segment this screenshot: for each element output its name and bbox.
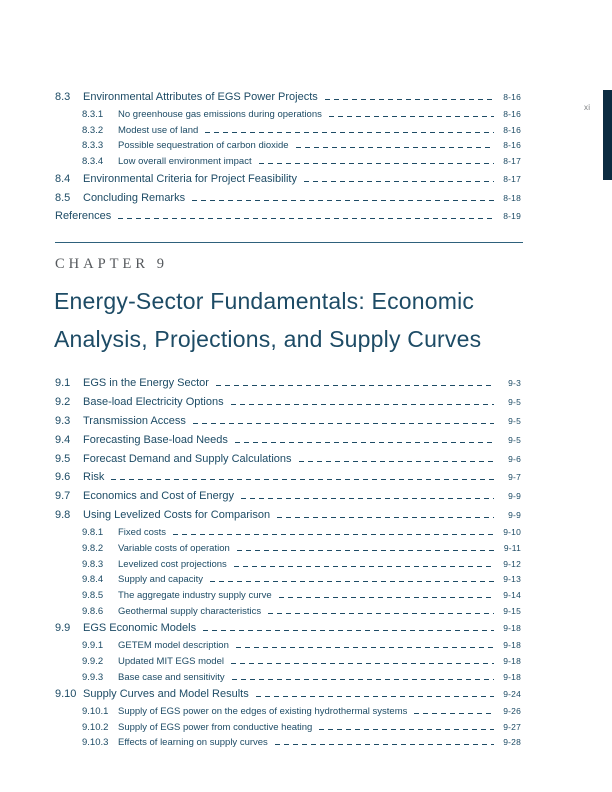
- toc-entry-page: 9-9: [508, 510, 521, 521]
- chapter8-toc-list: [55, 88, 521, 226]
- toc-entry[interactable]: [55, 604, 521, 620]
- toc-leader-dots: [304, 181, 494, 182]
- toc-entry-page: 8-17: [503, 173, 521, 184]
- chapter-title-line1: Energy-Sector Fundamentals: Economic: [54, 288, 475, 314]
- toc-leader-dots: [256, 696, 494, 697]
- toc-leader-dots: [277, 517, 494, 518]
- toc-entry-label: Modest use of land: [118, 124, 199, 136]
- toc-leader-dots: [203, 630, 494, 631]
- toc-entry-number: 9.1: [55, 377, 71, 389]
- toc-leader-dots: [414, 713, 494, 714]
- toc-entry[interactable]: [55, 638, 521, 654]
- toc-entry[interactable]: [55, 123, 521, 139]
- toc-entry-page: 8-17: [503, 155, 521, 166]
- toc-entry-number: 9.8.2: [82, 542, 104, 554]
- toc-entry[interactable]: [55, 525, 521, 541]
- toc-leader-dots: [296, 147, 494, 148]
- toc-entry[interactable]: [55, 487, 521, 506]
- toc-entry-page: 9-18: [503, 640, 521, 651]
- toc-entry-number: 9.5: [55, 452, 71, 465]
- toc-entry-page: 9-13: [503, 574, 521, 585]
- toc-entry[interactable]: [55, 450, 521, 469]
- toc-entry-label: Updated MIT EGS model: [118, 655, 224, 667]
- toc-entry-number: 8.3.1: [82, 108, 104, 120]
- toc-entry-number: 9.10.2: [82, 721, 109, 733]
- toc-entry-label: Forecast Demand and Supply Calculations: [83, 452, 292, 465]
- toc-entry-label: Supply of EGS power on the edges of existing hydrothermal systems: [118, 706, 408, 718]
- toc-entry-number: 9.9.3: [82, 671, 104, 683]
- toc-entry[interactable]: [55, 138, 521, 154]
- toc-entry-number: 9.9.1: [82, 640, 104, 652]
- toc-leader-dots: [241, 498, 494, 499]
- toc-entry-label: Environmental Criteria for Project Feasibility: [83, 172, 297, 185]
- toc-entry-page: 9-24: [503, 689, 521, 700]
- toc-leader-dots: [279, 597, 494, 598]
- toc-leader-dots: [234, 566, 494, 567]
- toc-entry-label: References: [55, 210, 112, 223]
- toc-entry-label: Using Levelized Costs for Comparison: [83, 509, 271, 522]
- toc-entry-page: 9-18: [503, 655, 521, 666]
- page-folio: xi: [584, 103, 591, 112]
- toc-leader-dots: [210, 581, 494, 582]
- toc-entry-page: 9-18: [503, 623, 521, 634]
- toc-entry-page: 9-5: [508, 415, 521, 426]
- toc-entry[interactable]: [55, 207, 521, 226]
- toc-entry-number: 8.4: [55, 172, 71, 185]
- toc-entry-number: 8.3.2: [82, 124, 104, 136]
- toc-entry-number: 9.7: [55, 490, 71, 503]
- toc-entry[interactable]: [55, 468, 521, 487]
- toc-entry-number: 9.8.1: [82, 527, 104, 539]
- toc-entry[interactable]: [55, 107, 521, 123]
- toc-leader-dots: [235, 442, 494, 443]
- toc-entry-label: Fixed costs: [118, 527, 167, 539]
- toc-entry-page: 9-5: [508, 434, 521, 445]
- toc-entry-label: Economics and Cost of Energy: [83, 490, 235, 503]
- toc-entry-label: EGS Economic Models: [83, 622, 197, 635]
- toc-entry[interactable]: [55, 735, 521, 751]
- toc-entry-page: 8-18: [503, 192, 521, 203]
- toc-leader-dots: [299, 461, 494, 462]
- toc-entry-number: 8.3.3: [82, 140, 104, 152]
- toc-entry-page: 8-16: [503, 92, 521, 102]
- chapter-kicker: CHAPTER 9: [55, 256, 168, 272]
- chapter-title-line2: Analysis, Projections, and Supply Curves: [54, 325, 482, 352]
- toc-entry-page: 9-12: [503, 558, 521, 569]
- toc-entry[interactable]: [55, 619, 521, 638]
- toc-entry-number: 9.4: [55, 433, 71, 446]
- toc-entry-label: Forecasting Base-load Needs: [83, 433, 228, 446]
- toc-entry-label: Base case and sensitivity: [118, 671, 225, 683]
- toc-leader-dots: [111, 479, 494, 480]
- toc-entry-page: 9-10: [503, 527, 521, 538]
- toc-entry[interactable]: [55, 154, 521, 170]
- toc-entry-page: 8-16: [503, 124, 521, 135]
- toc-entry-label: Geothermal supply characteristics: [118, 605, 262, 617]
- toc-leader-dots: [259, 163, 494, 164]
- toc-entry[interactable]: [55, 412, 521, 431]
- toc-entry-label: The aggregate industry supply curve: [118, 589, 272, 601]
- toc-entry[interactable]: [55, 720, 521, 736]
- toc-entry-label: EGS in the Energy Sector: [83, 377, 209, 389]
- toc-entry-label: Concluding Remarks: [83, 191, 186, 204]
- toc-entry-page: 9-27: [503, 721, 521, 732]
- toc-leader-dots: [192, 200, 494, 201]
- toc-leader-dots: [237, 550, 494, 551]
- toc-entry-number: 9.8.4: [82, 574, 104, 586]
- toc-entry-page: 9-15: [503, 605, 521, 616]
- toc-entry-label: Variable costs of operation: [118, 542, 230, 554]
- toc-entry-page: 9-26: [503, 706, 521, 717]
- toc-entry-number: 8.3.4: [82, 155, 104, 167]
- toc-entry[interactable]: [55, 685, 521, 704]
- toc-entry-number: 9.10.1: [82, 706, 109, 718]
- toc-leader-dots: [319, 729, 494, 730]
- toc-entry-label: Possible sequestration of carbon dioxide: [118, 140, 289, 152]
- toc-entry-number: 9.3: [55, 414, 71, 427]
- toc-entry-page: 9-3: [508, 378, 521, 388]
- toc-entry[interactable]: [55, 670, 521, 686]
- toc-entry-number: 9.6: [55, 471, 71, 484]
- toc-entry-number: 8.5: [55, 191, 71, 204]
- toc-entry-number: 9.8.3: [82, 558, 104, 570]
- toc-entry-label: Effects of learning on supply curves: [118, 737, 268, 749]
- toc-entry-label: Risk: [83, 471, 105, 484]
- toc-leader-dots: [118, 218, 494, 219]
- toc-entry-number: 8.3: [55, 91, 71, 103]
- toc-entry[interactable]: [55, 374, 521, 393]
- toc-entry-page: 9-7: [508, 472, 521, 483]
- toc-entry-number: 9.8: [55, 509, 71, 522]
- toc-entry-number: 9.8.5: [82, 589, 104, 601]
- toc-entry[interactable]: [55, 541, 521, 557]
- toc-entry[interactable]: [55, 588, 521, 604]
- toc-entry-label: Supply of EGS power from conductive heating: [118, 721, 313, 733]
- toc-entry-page: 8-19: [503, 211, 521, 222]
- toc-leader-dots: [236, 647, 494, 648]
- toc-entry-page: 8-16: [503, 108, 521, 119]
- toc-entry-number: 9.2: [55, 395, 71, 408]
- toc-entry-page: 9-11: [503, 542, 521, 553]
- chapter9-toc-list: [55, 374, 521, 751]
- toc-entry[interactable]: [55, 88, 521, 107]
- toc-entry-label: Transmission Access: [83, 414, 186, 427]
- toc-entry[interactable]: [55, 431, 521, 450]
- toc-entry-number: 9.9: [55, 622, 71, 635]
- toc-leader-dots: [325, 99, 494, 100]
- toc-entry-label: Environmental Attributes of EGS Power Projects: [83, 91, 318, 103]
- toc-entry-page: 9-18: [503, 671, 521, 682]
- toc-entry-number: 9.10.3: [82, 737, 109, 749]
- toc-leader-dots: [268, 613, 494, 614]
- chapter-divider-rule: [55, 242, 523, 243]
- toc-leader-dots: [231, 663, 494, 664]
- toc-entry-label: Supply Curves and Model Results: [83, 688, 249, 701]
- toc-leader-dots: [231, 404, 494, 405]
- toc-entry[interactable]: [55, 572, 521, 588]
- toc-entry[interactable]: [55, 704, 521, 720]
- toc-entry-label: Low overall environment impact: [118, 155, 252, 167]
- toc-leader-dots: [275, 744, 494, 745]
- toc-entry-page: 9-28: [503, 737, 521, 748]
- toc-entry-page: 9-5: [508, 396, 521, 407]
- toc-leader-dots: [232, 679, 494, 680]
- toc-leader-dots: [193, 423, 494, 424]
- chapter-thumb-tab: [603, 90, 612, 180]
- toc-leader-dots: [329, 116, 494, 117]
- toc-entry[interactable]: [55, 189, 521, 208]
- toc-entry-number: 9.8.6: [82, 605, 104, 617]
- toc-entry[interactable]: [55, 170, 521, 189]
- toc-entry-label: Levelized cost projections: [118, 558, 227, 570]
- chapter-title: [54, 283, 554, 358]
- toc-entry[interactable]: [55, 654, 521, 670]
- toc-entry-label: GETEM model description: [118, 640, 229, 652]
- toc-entry[interactable]: [55, 557, 521, 573]
- toc-leader-dots: [173, 534, 494, 535]
- toc-entry-number: 9.10: [55, 688, 77, 701]
- toc-entry-page: 9-14: [503, 589, 521, 600]
- toc-entry-page: 9-6: [508, 453, 521, 464]
- toc-entry-label: Base-load Electricity Options: [83, 395, 224, 408]
- toc-entry[interactable]: [55, 506, 521, 525]
- toc-leader-dots: [205, 132, 494, 133]
- toc-entry-label: Supply and capacity: [118, 574, 204, 586]
- toc-entry-label: No greenhouse gas emissions during operations: [118, 108, 322, 120]
- toc-entry[interactable]: [55, 393, 521, 412]
- toc-leader-dots: [216, 385, 494, 386]
- toc-entry-number: 9.9.2: [82, 655, 104, 667]
- toc-entry-page: 8-16: [503, 140, 521, 151]
- toc-entry-page: 9-9: [508, 491, 521, 502]
